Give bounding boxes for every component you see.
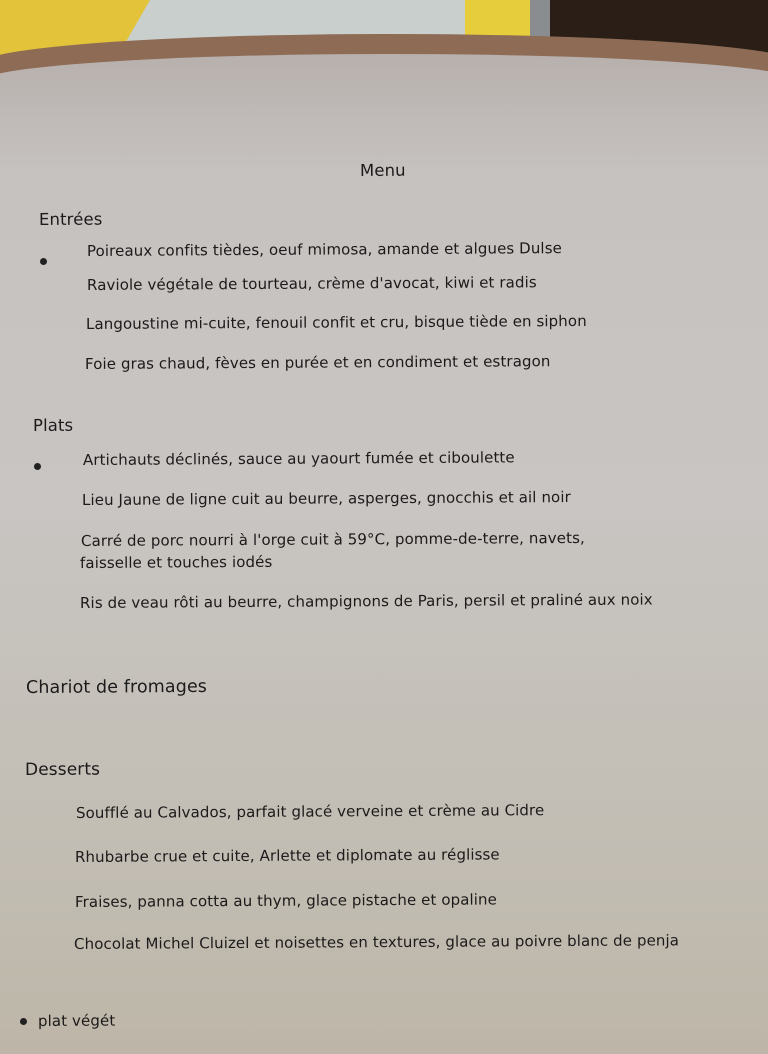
- menu-item: Carré de porc nourri à l'orge cuit à 59°C, pomme-de-terre, navets,: [80, 528, 585, 550]
- footnote: plat végét: [37, 1011, 116, 1030]
- menu-item: Raviole végétale de tourteau, crème d'avocat, kiwi et radis: [86, 273, 537, 294]
- menu-item: Langoustine mi-cuite, fenouil confit et cru, bisque tiède en siphon: [85, 311, 587, 333]
- menu-title: Menu: [359, 160, 406, 180]
- section-heading-plats: Plats: [32, 415, 74, 435]
- menu-item: Ris de veau rôti au beurre, champignons de Paris, persil et praliné aux noix: [79, 590, 653, 612]
- bullet-marker: [34, 463, 41, 470]
- menu-item: Fraises, panna cotta au thym, glace pistache et opaline: [74, 890, 498, 911]
- menu-item: Artichauts déclinés, sauce au yaourt fumée et ciboulette: [82, 448, 515, 469]
- menu-item: Lieu Jaune de ligne cuit au beurre, asperges, gnocchis et ail noir: [81, 488, 571, 509]
- menu-item: Chocolat Michel Cluizel et noisettes en textures, glace au poivre blanc de penja: [73, 931, 680, 953]
- menu-item: Poireaux confits tièdes, oeuf mimosa, amande et algues Dulse: [86, 239, 562, 260]
- menu-item: Rhubarbe crue et cuite, Arlette et diplomate au réglisse: [74, 845, 500, 866]
- menu-item-continued: faisselle et touches iodés: [79, 552, 273, 572]
- menu-item: Soufflé au Calvados, parfait glacé verveine et crème au Cidre: [75, 801, 545, 822]
- section-heading-fromages: Chariot de fromages: [25, 676, 208, 698]
- section-heading-desserts: Desserts: [24, 759, 101, 780]
- bullet-marker: [40, 258, 47, 265]
- menu-item: Foie gras chaud, fèves en purée et en condiment et estragon: [84, 352, 551, 373]
- section-heading-entrees: Entrées: [38, 209, 103, 229]
